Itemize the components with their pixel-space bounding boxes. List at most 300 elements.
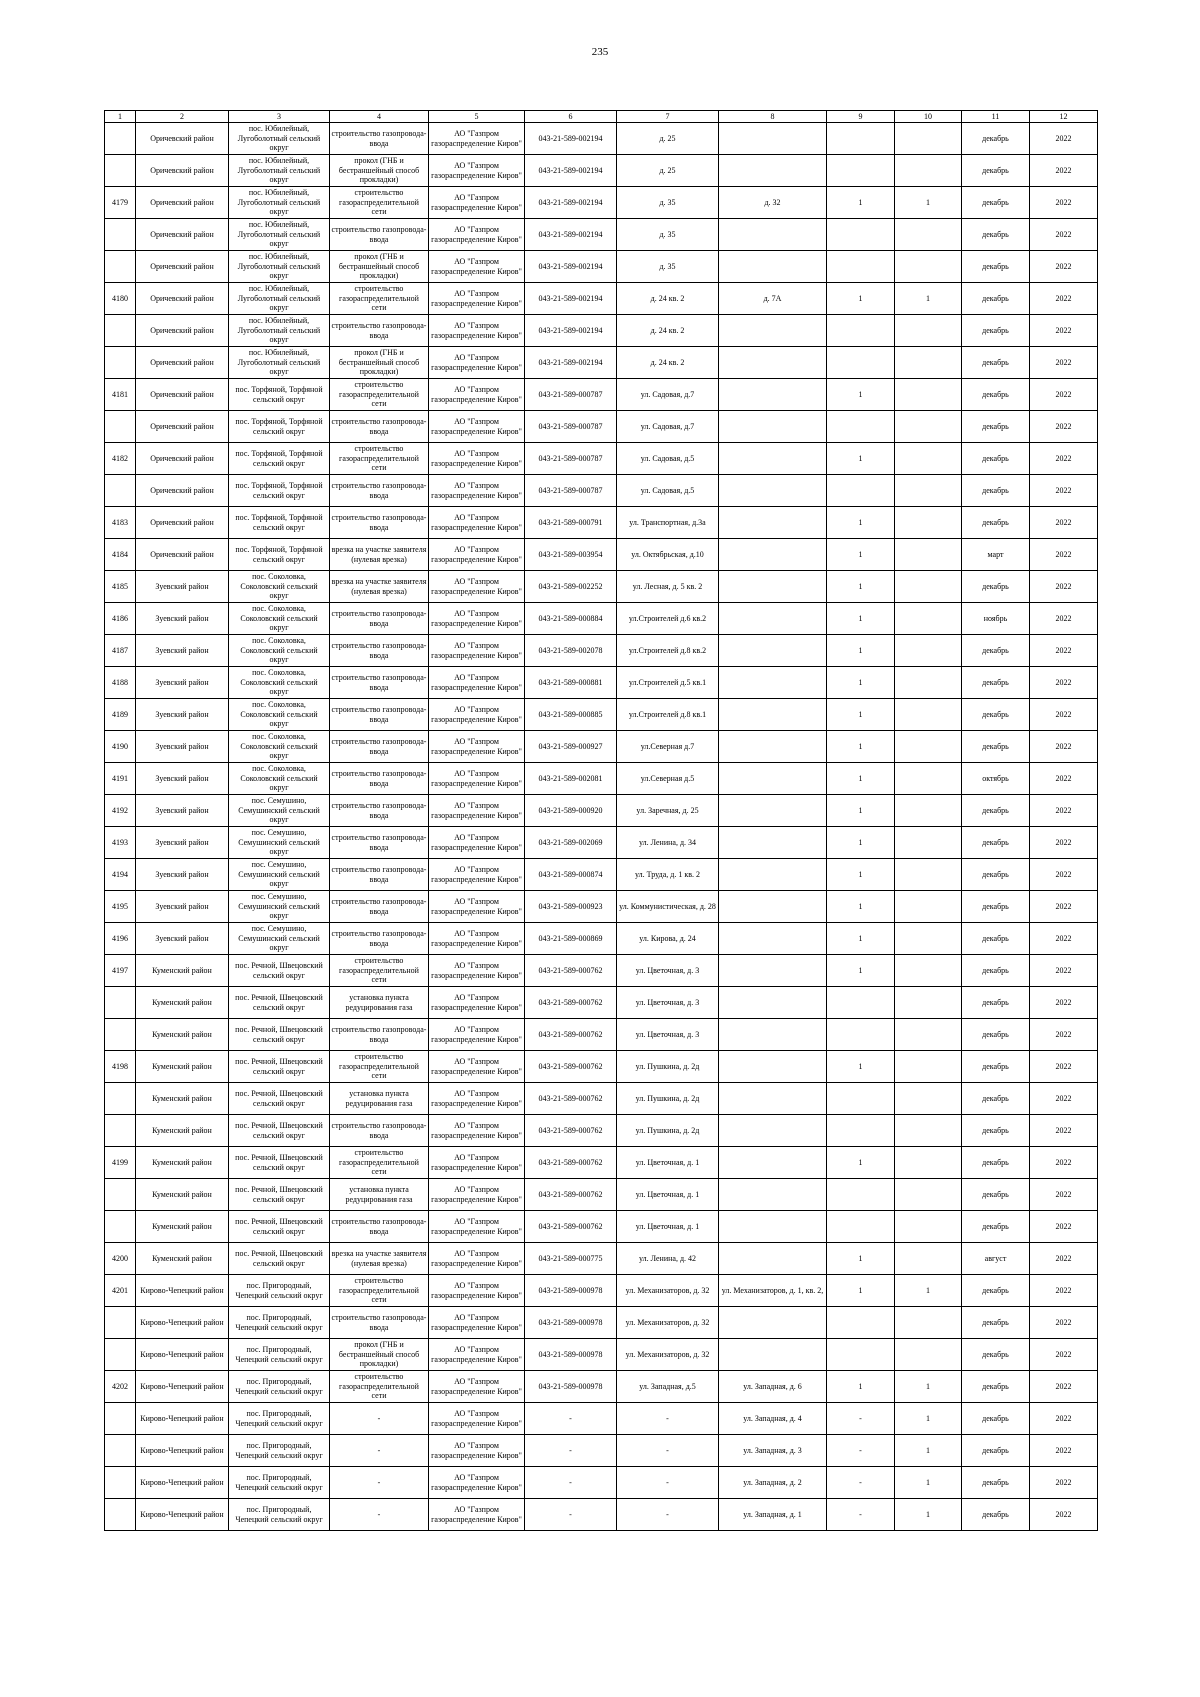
table-cell: ул. Садовая, д.7 [617, 379, 719, 411]
table-cell: пос. Пригородный, Чепецкий сельский округ [229, 1339, 330, 1371]
table-row [105, 1467, 1098, 1499]
table-cell: 2022 [1030, 699, 1098, 731]
table-cell: декабрь [962, 1083, 1030, 1115]
table-cell: Оричевский район [136, 347, 229, 379]
table-cell: 2022 [1030, 1019, 1098, 1051]
table-row [105, 571, 1098, 603]
table-cell: строительство газопровода-ввода [330, 507, 429, 539]
table-cell [895, 411, 962, 443]
table-cell: 043-21-589-002194 [525, 251, 617, 283]
table-cell: 043-21-589-000881 [525, 667, 617, 699]
table-cell: АО "Газпром газораспределение Киров" [429, 1083, 525, 1115]
table-cell: 043-21-589-000762 [525, 1083, 617, 1115]
table-cell: - [617, 1467, 719, 1499]
table-cell [105, 219, 136, 251]
table-cell: д. 35 [617, 251, 719, 283]
table-cell: 4200 [105, 1243, 136, 1275]
table-cell: АО "Газпром газораспределение Киров" [429, 251, 525, 283]
table-cell: пос. Пригородный, Чепецкий сельский округ [229, 1435, 330, 1467]
table-cell: АО "Газпром газораспределение Киров" [429, 1467, 525, 1499]
table-cell: Куменский район [136, 1115, 229, 1147]
table-row [105, 315, 1098, 347]
table-cell: прокол (ГНБ и бестраншейный способ прокладки) [330, 155, 429, 187]
table-cell: Зуевский район [136, 795, 229, 827]
table-cell: 2022 [1030, 1115, 1098, 1147]
table-cell [719, 1179, 827, 1211]
table-cell: 043-21-589-002252 [525, 571, 617, 603]
column-header: 12 [1030, 111, 1098, 123]
table-cell: 2022 [1030, 411, 1098, 443]
table-cell: декабрь [962, 923, 1030, 955]
table-cell: пос. Речной, Швецовский сельский округ [229, 1019, 330, 1051]
table-cell [105, 411, 136, 443]
table-cell: 2022 [1030, 379, 1098, 411]
table-cell [719, 475, 827, 507]
table-cell: ул. Цветочная, д. 1 [617, 1147, 719, 1179]
table-cell: декабрь [962, 315, 1030, 347]
table-cell: декабрь [962, 1211, 1030, 1243]
table-cell: 2022 [1030, 571, 1098, 603]
table-cell: д. 25 [617, 123, 719, 155]
table-cell: ул. Октябрьская, д.10 [617, 539, 719, 571]
table-cell: АО "Газпром газораспределение Киров" [429, 123, 525, 155]
table-cell: врезка на участке заявителя (нулевая врезка) [330, 539, 429, 571]
table-row [105, 603, 1098, 635]
table-cell: 043-21-589-002081 [525, 763, 617, 795]
table-cell: 2022 [1030, 1051, 1098, 1083]
table-cell: строительство газопровода-ввода [330, 667, 429, 699]
table-cell: 043-21-589-000978 [525, 1275, 617, 1307]
table-cell [827, 1179, 895, 1211]
table-row [105, 1403, 1098, 1435]
table-cell: декабрь [962, 1147, 1030, 1179]
table-cell [105, 1403, 136, 1435]
table-cell: АО "Газпром газораспределение Киров" [429, 1275, 525, 1307]
table-cell: пос. Юбилейный, Лугоболотный сельский округ [229, 283, 330, 315]
table-cell: 043-21-589-000787 [525, 379, 617, 411]
table-cell: пос. Семушино, Семушинский сельский округ [229, 795, 330, 827]
table-cell [827, 155, 895, 187]
table-cell: АО "Газпром газораспределение Киров" [429, 539, 525, 571]
column-header: 11 [962, 111, 1030, 123]
table-cell: Зуевский район [136, 923, 229, 955]
table-cell: Кирово-Чепецкий район [136, 1499, 229, 1531]
table-row [105, 1211, 1098, 1243]
table-cell: Зуевский район [136, 635, 229, 667]
table-row [105, 443, 1098, 475]
table-cell [895, 763, 962, 795]
table-cell [827, 1115, 895, 1147]
table-row [105, 699, 1098, 731]
table-cell: ул. Западная, д. 3 [719, 1435, 827, 1467]
table-cell: 4192 [105, 795, 136, 827]
table-cell [719, 987, 827, 1019]
table-cell: ул. Садовая, д.5 [617, 443, 719, 475]
table-cell: 2022 [1030, 1083, 1098, 1115]
table-cell: АО "Газпром газораспределение Киров" [429, 987, 525, 1019]
table-cell: Оричевский район [136, 123, 229, 155]
table-cell: д. 24 кв. 2 [617, 315, 719, 347]
table-cell: пос. Соколовка, Соколовский сельский округ [229, 603, 330, 635]
table-cell: декабрь [962, 507, 1030, 539]
table-cell: - [827, 1435, 895, 1467]
table-cell: 1 [895, 1371, 962, 1403]
table-row [105, 1051, 1098, 1083]
table-cell: 4186 [105, 603, 136, 635]
table-cell [895, 219, 962, 251]
table-cell: ул. Транспортная, д.3а [617, 507, 719, 539]
table-cell: пос. Соколовка, Соколовский сельский округ [229, 635, 330, 667]
table-cell: - [827, 1467, 895, 1499]
table-cell: АО "Газпром газораспределение Киров" [429, 699, 525, 731]
table-cell: АО "Газпром газораспределение Киров" [429, 891, 525, 923]
table-cell: 043-21-589-000762 [525, 987, 617, 1019]
table-cell [105, 1435, 136, 1467]
table-cell [105, 1115, 136, 1147]
table-cell [895, 1115, 962, 1147]
table-cell [719, 1083, 827, 1115]
table-cell: АО "Газпром газораспределение Киров" [429, 1115, 525, 1147]
table-cell: 043-21-589-000775 [525, 1243, 617, 1275]
table-cell: пос. Пригородный, Чепецкий сельский округ [229, 1403, 330, 1435]
table-cell: декабрь [962, 699, 1030, 731]
table-cell [895, 603, 962, 635]
table-cell: 1 [827, 667, 895, 699]
table-cell: АО "Газпром газораспределение Киров" [429, 827, 525, 859]
table-cell: строительство газопровода-ввода [330, 635, 429, 667]
table-cell: декабрь [962, 1467, 1030, 1499]
table-cell: пос. Семушино, Семушинский сельский округ [229, 923, 330, 955]
column-header: 5 [429, 111, 525, 123]
table-row [105, 667, 1098, 699]
table-cell: 043-21-589-002194 [525, 283, 617, 315]
table-cell: пос. Соколовка, Соколовский сельский округ [229, 667, 330, 699]
table-cell: 043-21-589-002194 [525, 347, 617, 379]
table-cell [719, 155, 827, 187]
table-cell: строительство газопровода-ввода [330, 411, 429, 443]
table-cell: строительство газопровода-ввода [330, 1307, 429, 1339]
table-cell [895, 315, 962, 347]
table-cell [719, 411, 827, 443]
table-cell: 043-21-589-000874 [525, 859, 617, 891]
table-cell: Зуевский район [136, 603, 229, 635]
table-cell: октябрь [962, 763, 1030, 795]
table-cell: Кирово-Чепецкий район [136, 1371, 229, 1403]
table-cell: строительство газораспределительной сети [330, 187, 429, 219]
table-cell: 2022 [1030, 539, 1098, 571]
table-cell: пос. Семушино, Семушинский сельский округ [229, 827, 330, 859]
table-row [105, 827, 1098, 859]
table-cell: декабрь [962, 731, 1030, 763]
table-cell [719, 859, 827, 891]
table-cell: ул. Пушкина, д. 2д [617, 1051, 719, 1083]
table-cell [895, 1179, 962, 1211]
table-cell: - [617, 1403, 719, 1435]
table-cell [719, 699, 827, 731]
table-cell: АО "Газпром газораспределение Киров" [429, 1179, 525, 1211]
table-cell: пос. Речной, Швецовский сельский округ [229, 1179, 330, 1211]
table-cell: 2022 [1030, 1243, 1098, 1275]
table-cell: АО "Газпром газораспределение Киров" [429, 475, 525, 507]
table-cell: 043-21-589-003954 [525, 539, 617, 571]
header-row [105, 111, 1098, 123]
table-row [105, 1019, 1098, 1051]
table-cell: 4189 [105, 699, 136, 731]
table-cell: пос. Юбилейный, Лугоболотный сельский округ [229, 251, 330, 283]
table-cell [827, 1211, 895, 1243]
table-cell: 1 [895, 1435, 962, 1467]
table-cell: пос. Пригородный, Чепецкий сельский округ [229, 1371, 330, 1403]
table-cell: 1 [827, 1371, 895, 1403]
table-cell: АО "Газпром газораспределение Киров" [429, 955, 525, 987]
table-cell: пос. Юбилейный, Лугоболотный сельский округ [229, 347, 330, 379]
table-cell: декабрь [962, 1051, 1030, 1083]
table-cell: 2022 [1030, 507, 1098, 539]
table-cell [895, 667, 962, 699]
table-cell: 1 [827, 507, 895, 539]
table-cell: декабрь [962, 1339, 1030, 1371]
table-cell: 1 [827, 1275, 895, 1307]
table-body [105, 111, 1098, 1531]
table-row [105, 891, 1098, 923]
table-cell: декабрь [962, 347, 1030, 379]
table-cell: 043-21-589-002194 [525, 315, 617, 347]
table-cell: 043-21-589-000787 [525, 443, 617, 475]
table-row [105, 187, 1098, 219]
table-cell [719, 955, 827, 987]
table-cell: декабрь [962, 123, 1030, 155]
table-cell: - [617, 1435, 719, 1467]
table-cell: 2022 [1030, 1371, 1098, 1403]
table-cell: 1 [827, 571, 895, 603]
table-cell: 2022 [1030, 1211, 1098, 1243]
table-cell: 4194 [105, 859, 136, 891]
table-cell: 2022 [1030, 251, 1098, 283]
table-cell: 2022 [1030, 1147, 1098, 1179]
table-cell: строительство газопровода-ввода [330, 795, 429, 827]
table-cell [827, 411, 895, 443]
table-cell: пос. Речной, Швецовский сельский округ [229, 1243, 330, 1275]
table-cell [895, 1083, 962, 1115]
table-cell [719, 1243, 827, 1275]
table-cell: Куменский район [136, 1083, 229, 1115]
table-cell: март [962, 539, 1030, 571]
table-cell [105, 1083, 136, 1115]
table-cell [719, 667, 827, 699]
table-cell: 4183 [105, 507, 136, 539]
table-cell: пос. Юбилейный, Лугоболотный сельский округ [229, 155, 330, 187]
table-cell: 043-21-589-000791 [525, 507, 617, 539]
table-cell: АО "Газпром газораспределение Киров" [429, 507, 525, 539]
table-cell: - [617, 1499, 719, 1531]
table-row [105, 1083, 1098, 1115]
table-cell [895, 507, 962, 539]
table-cell [895, 1243, 962, 1275]
table-cell: 1 [827, 1243, 895, 1275]
table-cell: Куменский район [136, 1179, 229, 1211]
table-cell: 043-21-589-000927 [525, 731, 617, 763]
table-cell [719, 443, 827, 475]
table-cell: 043-21-589-000762 [525, 1179, 617, 1211]
table-cell [105, 251, 136, 283]
table-cell [719, 603, 827, 635]
table-cell: 2022 [1030, 603, 1098, 635]
table-cell: строительство газопровода-ввода [330, 123, 429, 155]
table-cell: д. 24 кв. 2 [617, 283, 719, 315]
table-cell [719, 795, 827, 827]
table-row [105, 347, 1098, 379]
table-cell: ул. Пушкина, д. 2д [617, 1115, 719, 1147]
table-cell: Зуевский район [136, 667, 229, 699]
table-cell: 2022 [1030, 187, 1098, 219]
table-cell: 4187 [105, 635, 136, 667]
table-cell: АО "Газпром газораспределение Киров" [429, 763, 525, 795]
table-cell: 1 [895, 1499, 962, 1531]
table-cell: - [525, 1499, 617, 1531]
column-header: 6 [525, 111, 617, 123]
table-cell: Оричевский район [136, 443, 229, 475]
table-cell [719, 1051, 827, 1083]
table-row [105, 411, 1098, 443]
table-cell: строительство газораспределительной сети [330, 1275, 429, 1307]
table-cell: Зуевский район [136, 891, 229, 923]
table-cell: 4181 [105, 379, 136, 411]
table-cell: пос. Торфяной, Торфяной сельский округ [229, 411, 330, 443]
table-cell: 1 [827, 379, 895, 411]
table-cell [827, 347, 895, 379]
table-cell: Зуевский район [136, 763, 229, 795]
table-row [105, 379, 1098, 411]
table-cell: 2022 [1030, 123, 1098, 155]
table-cell: 2022 [1030, 1339, 1098, 1371]
table-cell: АО "Газпром газораспределение Киров" [429, 603, 525, 635]
table-cell: АО "Газпром газораспределение Киров" [429, 315, 525, 347]
table-cell: 2022 [1030, 443, 1098, 475]
table-cell: ул. Механизаторов, д. 32 [617, 1339, 719, 1371]
table-cell: Оричевский район [136, 411, 229, 443]
table-cell: 043-21-589-000978 [525, 1339, 617, 1371]
table-row [105, 795, 1098, 827]
table-cell [105, 1019, 136, 1051]
table-cell: август [962, 1243, 1030, 1275]
table-cell: декабрь [962, 859, 1030, 891]
table-cell: декабрь [962, 987, 1030, 1019]
table-cell: 043-21-589-000762 [525, 1019, 617, 1051]
table-cell: 2022 [1030, 731, 1098, 763]
table-cell: 2022 [1030, 1435, 1098, 1467]
table-cell: декабрь [962, 667, 1030, 699]
table-row [105, 251, 1098, 283]
column-header: 2 [136, 111, 229, 123]
table-cell: 2022 [1030, 635, 1098, 667]
table-cell: 1 [827, 187, 895, 219]
table-cell [895, 955, 962, 987]
table-cell: ул.Строителей д.6 кв.2 [617, 603, 719, 635]
table-cell [895, 1307, 962, 1339]
table-row [105, 155, 1098, 187]
table-cell [895, 571, 962, 603]
table-cell: Куменский район [136, 1019, 229, 1051]
column-header: 1 [105, 111, 136, 123]
table-cell: АО "Газпром газораспределение Киров" [429, 219, 525, 251]
table-cell: пос. Юбилейный, Лугоболотный сельский округ [229, 123, 330, 155]
table-cell: АО "Газпром газораспределение Киров" [429, 443, 525, 475]
table-cell: ул. Цветочная, д. 1 [617, 1179, 719, 1211]
table-cell: АО "Газпром газораспределение Киров" [429, 1403, 525, 1435]
table-cell: пос. Соколовка, Соколовский сельский округ [229, 763, 330, 795]
table-cell: 043-21-589-000762 [525, 1115, 617, 1147]
table-cell: строительство газораспределительной сети [330, 955, 429, 987]
table-cell: 2022 [1030, 283, 1098, 315]
table-row [105, 475, 1098, 507]
table-cell [105, 123, 136, 155]
table-cell: Куменский район [136, 955, 229, 987]
table-cell: 1 [827, 603, 895, 635]
table-cell [827, 1019, 895, 1051]
table-cell: 2022 [1030, 859, 1098, 891]
table-cell: - [525, 1403, 617, 1435]
table-cell: Зуевский район [136, 827, 229, 859]
table-cell: 4195 [105, 891, 136, 923]
table-cell [105, 1499, 136, 1531]
table-cell: строительство газопровода-ввода [330, 1211, 429, 1243]
column-header: 10 [895, 111, 962, 123]
table-cell: 4196 [105, 923, 136, 955]
table-cell: АО "Газпром газораспределение Киров" [429, 1211, 525, 1243]
table-cell: АО "Газпром газораспределение Киров" [429, 1371, 525, 1403]
table-cell: 043-21-589-000978 [525, 1371, 617, 1403]
table-cell: Куменский район [136, 1051, 229, 1083]
table-cell: пос. Пригородный, Чепецкий сельский округ [229, 1307, 330, 1339]
table-cell: 2022 [1030, 891, 1098, 923]
table-cell: прокол (ГНБ и бестраншейный способ прокладки) [330, 347, 429, 379]
table-cell [895, 1147, 962, 1179]
table-row [105, 1115, 1098, 1147]
table-cell: строительство газораспределительной сети [330, 1051, 429, 1083]
table-cell: декабрь [962, 187, 1030, 219]
table-cell [719, 571, 827, 603]
table-row [105, 1179, 1098, 1211]
table-cell: декабрь [962, 155, 1030, 187]
table-cell: 1 [827, 827, 895, 859]
table-cell: ул. Труда, д. 1 кв. 2 [617, 859, 719, 891]
table-cell: 043-21-589-002069 [525, 827, 617, 859]
table-cell [105, 347, 136, 379]
table-cell: 043-21-589-002194 [525, 187, 617, 219]
table-cell: пос. Соколовка, Соколовский сельский округ [229, 699, 330, 731]
table-cell: 043-21-589-000978 [525, 1307, 617, 1339]
table-cell: 043-21-589-000787 [525, 411, 617, 443]
table-cell: декабрь [962, 1115, 1030, 1147]
table-cell [895, 827, 962, 859]
table-cell: д. 24 кв. 2 [617, 347, 719, 379]
table-cell: АО "Газпром газораспределение Киров" [429, 1307, 525, 1339]
table-row [105, 635, 1098, 667]
table-cell: ул. Цветочная, д. 3 [617, 1019, 719, 1051]
table-cell: 1 [895, 1275, 962, 1307]
table-cell: строительство газопровода-ввода [330, 859, 429, 891]
table-cell [827, 315, 895, 347]
table-cell: АО "Газпром газораспределение Киров" [429, 571, 525, 603]
table-cell: АО "Газпром газораспределение Киров" [429, 1147, 525, 1179]
table-cell: декабрь [962, 283, 1030, 315]
table-cell: АО "Газпром газораспределение Киров" [429, 1019, 525, 1051]
table-cell: пос. Речной, Швецовский сельский округ [229, 1211, 330, 1243]
table-row [105, 1435, 1098, 1467]
table-cell: 4180 [105, 283, 136, 315]
table-cell: пос. Пригородный, Чепецкий сельский округ [229, 1499, 330, 1531]
table-cell: 1 [827, 923, 895, 955]
